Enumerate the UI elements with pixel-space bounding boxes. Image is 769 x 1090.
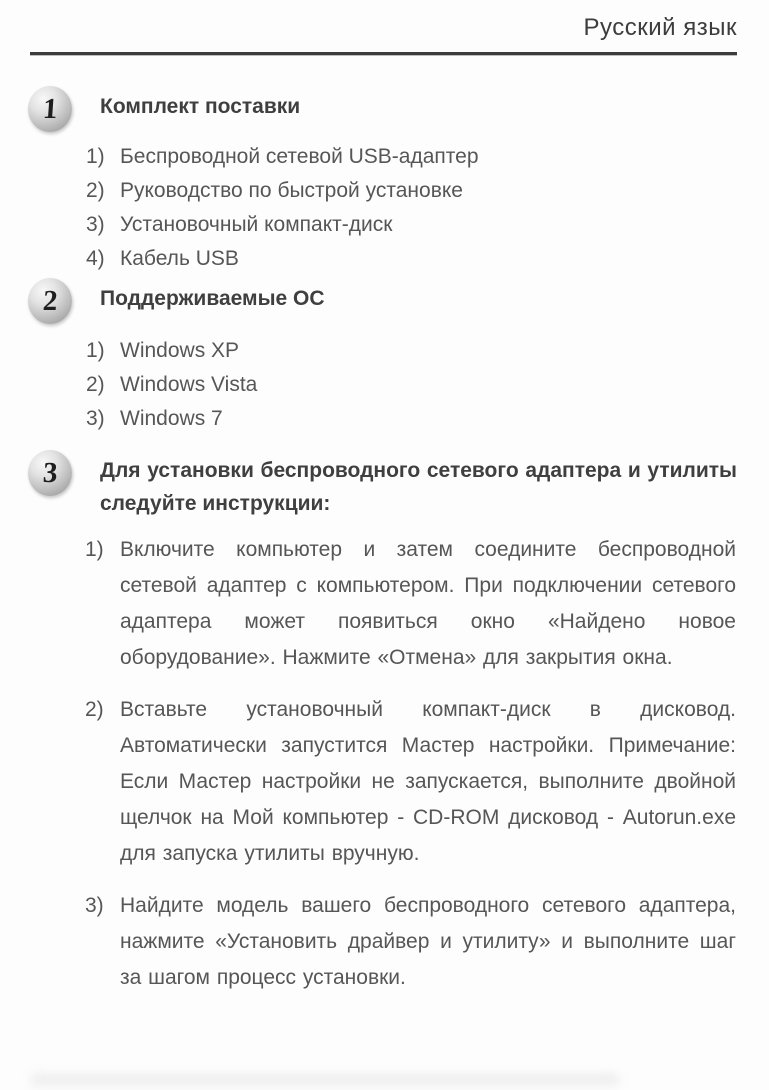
section-install-instructions-header [28,450,737,520]
list-item-text: Кабель USB [120,247,239,270]
step-number: 2) [85,698,104,721]
list-item-text: Windows XP [120,339,240,362]
package-contents-list [86,140,737,276]
step-text: Включите компьютер и затем соедините беспроводной сетевой адаптер с компьютером. При подключении сетевого адаптера может появиться окно «Найдено новое оборудование». Нажмите «Отмена» для закрытия окна. [120,538,736,669]
install-step [85,532,736,676]
list-item [86,140,737,174]
list-item-number: 2) [86,179,105,202]
language-label: Русский язык [583,14,737,41]
list-item-text: Руководство по быстрой установке [120,179,463,202]
list-item [86,208,737,242]
section-package-contents-header [28,86,737,132]
install-steps-list [0,532,769,996]
section-supported-os-header [28,278,737,324]
list-item-number: 1) [86,145,105,168]
section-2-number-badge: 2 [28,278,72,324]
list-item-number: 1) [86,339,105,362]
list-item-text: Windows 7 [120,407,223,430]
install-step [85,888,736,996]
list-item-number: 3) [86,407,105,430]
list-item-text: Установочный компакт-диск [120,213,393,236]
supported-os-list [86,334,737,436]
section-2-title: Поддерживаемые ОС [100,287,325,310]
step-number: 3) [85,894,104,917]
list-item-text: Windows Vista [120,373,258,396]
list-item-number: 4) [86,247,105,270]
list-item-number: 3) [86,213,105,236]
list-item-number: 2) [86,373,105,396]
install-step [85,692,736,872]
header-rule [30,52,737,56]
page-header [30,14,737,42]
step-text: Вставьте установочный компакт-диск в дисковод. Автоматически запустится Мастер настройки. Примечание: Если Мастер настройки не запускается, выполните двойной щелчок на Мой компьютер - CD-ROM дисковод - Autorun.exe для запуска утилиты вручную. [120,698,736,865]
list-item [86,174,737,208]
list-item-text: Беспроводной сетевой USB-адаптер [120,145,479,168]
section-3-title: Для установки беспроводного сетевого адаптера и утилиты следуйте инструкции: [100,459,737,515]
list-item [86,242,737,276]
section-3-number-badge: 3 [28,450,72,496]
list-item [86,402,737,436]
section-1-title: Комплект поставки [100,95,301,118]
step-text: Найдите модель вашего беспроводного сетевого адаптера, нажмите «Установить драйвер и утилиту» и выполните шаг за шагом процесс установки. [120,894,736,989]
step-number: 1) [85,538,104,561]
section-1-number-badge: 1 [28,86,72,132]
list-item [86,334,737,368]
document-page [0,14,769,1090]
list-item [86,368,737,402]
